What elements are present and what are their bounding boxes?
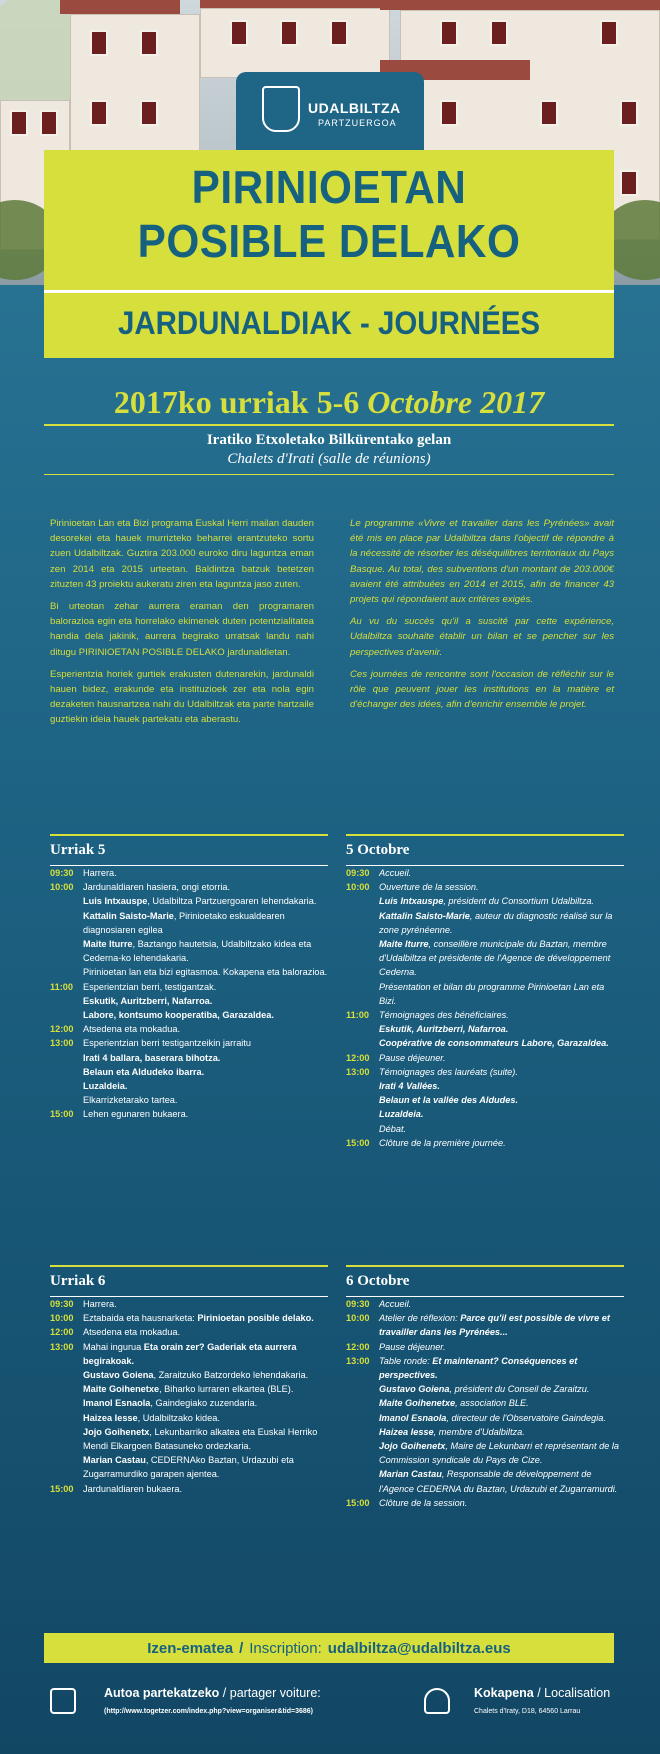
schedule-row (346, 1425, 624, 1439)
schedule-time (346, 1079, 379, 1093)
schedule-speaker: Belaun et la vallée des Aldudes. (379, 1095, 519, 1106)
schedule-text: Jardunaldiaren hasiera, ongi etorria. (83, 882, 231, 893)
schedule-speaker: Luzaldeia. (83, 1081, 128, 1092)
schedule-text: , membre d'Udalbiltza. (433, 1426, 525, 1437)
inscription-bar (44, 1633, 614, 1663)
schedule-item (379, 1079, 624, 1093)
schedule-text: Harrera. (83, 1299, 117, 1309)
schedule-item (83, 1093, 328, 1107)
schedule-topic: Eta orain zer? Gaderiak eta aurrera begirakoak. (83, 1341, 297, 1366)
schedule-row (346, 1411, 624, 1425)
schedule-time (346, 1107, 379, 1121)
schedule-day1-fr (346, 834, 624, 1150)
schedule-item (379, 1340, 624, 1354)
schedule-text: , Udalbiltza Partzuergoaren lehendakaria. (147, 896, 317, 907)
schedule-row (346, 1467, 624, 1495)
schedule-time (50, 1079, 83, 1093)
org-sub: PARTZUERGOA (318, 118, 397, 128)
schedule-text: Pirinioetan lan eta bizi egitasmoa. Kokapena eta balorazioa. (83, 967, 328, 978)
schedule-text: Table ronde: (379, 1355, 433, 1366)
schedule-row (50, 1079, 328, 1093)
schedule-text: Ouverture de la session. (379, 882, 479, 893)
carpool-link[interactable]: (http://www.togetzer.com/index.php?view=organiser&tid=3686) (104, 1708, 313, 1715)
date-eu: 2017ko urriak 5-6 (113, 384, 360, 420)
schedule-item (83, 994, 328, 1008)
schedule-item (83, 880, 328, 894)
schedule-item (379, 1036, 624, 1050)
schedule-time (346, 1425, 379, 1439)
schedule-item (379, 1093, 624, 1107)
inscription-sep: / (239, 1639, 244, 1657)
schedule-speaker: Maite Goihenetxe (379, 1398, 456, 1409)
schedule-item (379, 1354, 624, 1382)
schedule-item (379, 1136, 624, 1150)
title-line-2: POSIBLE DELAKO (137, 215, 521, 267)
title-line-1: PIRINIOETAN (191, 161, 467, 213)
schedule-item (379, 1467, 624, 1495)
schedule-text: Atsedena eta mokadua. (83, 1327, 181, 1338)
schedule-speaker: Kattalin Saisto-Marie (379, 910, 470, 921)
schedule-text: , président du Consortium Udalbiltza. (443, 896, 594, 907)
schedule-row (346, 1496, 624, 1510)
schedule-day2-eu (50, 1265, 328, 1496)
schedule-time (50, 1093, 83, 1107)
schedule-speaker: Kattalin Saisto-Marie (83, 910, 174, 921)
schedule-text: , Responsable de développement de l'Agence CEDERNA du Baztan, Urdazubi et Zugarramurdi. (379, 1469, 618, 1494)
schedule-item (83, 1425, 328, 1453)
schedule-time (50, 1382, 83, 1396)
location-map-icon (424, 1688, 450, 1714)
schedule-speaker: Maite Iturre (379, 939, 429, 950)
schedule-item (379, 1311, 624, 1339)
schedule-row (50, 1036, 328, 1050)
schedule-speaker: Marian Castau (83, 1455, 146, 1466)
schedule-text: , Udalbiltzako kidea. (137, 1412, 220, 1423)
schedule-item (83, 1079, 328, 1093)
schedule-row (346, 1136, 624, 1150)
schedule-text: , Gaindegiako zuzendaria. (150, 1398, 258, 1409)
schedule-text: , CEDERNAko Baztan, Urdazubi eta Zugarramurdiko garapen ajentea. (83, 1455, 294, 1480)
schedule-time: 15:00 (50, 1109, 74, 1120)
schedule-item (379, 880, 624, 894)
intro-paragraph: Le programme «Vivre et travailler dans les Pyrénées» avait été mis en place par Udalbiltza dans l'objectif de répondre à la nécessité de résorber les déséquilibres territoriaux du Pays Basque. Au total, des subventions d'un montant de 203.000€ avaient été attribuées en 2014 et 2015, afin de financer 43 projets qui répondaient aux critères exigés. (350, 518, 614, 606)
schedule-time (346, 1467, 379, 1495)
schedule-item (379, 1496, 624, 1510)
schedule-time (346, 1122, 379, 1136)
event-date (44, 384, 614, 421)
schedule-time (50, 1008, 83, 1022)
schedule-item (83, 980, 328, 994)
schedule-row (50, 1008, 328, 1022)
location-address: Chalets d'Iraty, D18, 64560 Larrau (474, 1708, 581, 1715)
schedule-speaker: Jojo Goihenetx (379, 1441, 446, 1452)
schedule-row (346, 937, 624, 980)
schedule-text: Accueil. (379, 868, 412, 878)
schedule-text: Eztabaida eta hausnarketa: (83, 1313, 198, 1324)
schedule-item (379, 1008, 624, 1022)
schedule-time (50, 1425, 83, 1453)
schedule-text: Pause déjeuner. (379, 1341, 446, 1352)
title-divider (44, 290, 614, 293)
venue-fr: Chalets d'Irati (salle de réunions) (227, 451, 431, 467)
schedule-row (50, 1340, 328, 1368)
schedule-time (50, 1396, 83, 1410)
schedule-speaker: Maite Iturre (83, 939, 133, 950)
schedule-row (346, 1065, 624, 1079)
schedule-time (50, 909, 83, 937)
schedule-text: , Pirinioetako eskualdearen diagnosiaren egilea (83, 910, 285, 935)
schedule-time (346, 1439, 379, 1467)
schedule-day1-eu (50, 834, 328, 1122)
schedule-time (346, 894, 379, 908)
schedule-row (346, 1051, 624, 1065)
schedule-time (50, 1453, 83, 1481)
schedule-item (83, 1396, 328, 1410)
schedule-text: Pause déjeuner. (379, 1052, 446, 1063)
schedule-time: 13:00 (346, 1066, 370, 1077)
schedule-title: Urriak 5 (50, 842, 106, 858)
schedule-item (83, 1065, 328, 1079)
schedule-row (346, 1340, 624, 1354)
schedule-item (379, 1425, 624, 1439)
schedule-time: 11:00 (50, 981, 73, 992)
schedule-text: Harrera. (83, 868, 117, 878)
schedule-time (50, 1051, 83, 1065)
schedule-text: Lehen egunaren bukaera. (83, 1109, 189, 1120)
schedule-speaker: Irati 4 ballara, baserara bihotza. (83, 1052, 221, 1063)
schedule-speaker: Labore, kontsumo kooperatiba, Garazaldea. (83, 1010, 274, 1021)
schedule-item (83, 1311, 328, 1325)
schedule-row (346, 880, 624, 894)
schedule-time: 13:00 (346, 1355, 370, 1366)
schedule-time (346, 1036, 379, 1050)
schedule-text: , Lekunbarriko alkatea eta Euskal Herriko Mendi Elkargoen Batasuneko ordezkaria. (83, 1426, 318, 1452)
schedule-time: 15:00 (346, 1137, 370, 1148)
schedule-time: 11:00 (346, 1010, 369, 1021)
schedule-text: Mahai ingurua (83, 1341, 144, 1352)
schedule-item (83, 1382, 328, 1396)
intro-paragraph: Esperientzia horiek gurtiek erakusten dutenarekin, jardunaldi hauen bidez, erakunde eta instituzioek zer eta nola egin dezaketen hausnartzea nahi du Udalbiltzak eta parte hartzaile guztiekin ideia hauek partekatu eta aberastu. (50, 668, 314, 726)
schedule-time: 10:00 (346, 882, 370, 893)
schedule-row (50, 1093, 328, 1107)
schedule-text: , association BLE. (455, 1398, 529, 1409)
schedule-time: 10:00 (50, 1313, 74, 1324)
schedule-text: Atelier de réflexion: (379, 1313, 461, 1324)
schedule-row (50, 1411, 328, 1425)
schedule-text: Clôture de la session. (379, 1497, 468, 1508)
schedule-time (346, 980, 379, 1008)
schedule-speaker: Luis Intxauspe (83, 896, 148, 907)
schedule-speaker: Imanol Esnaola (379, 1412, 447, 1423)
schedule-item (83, 1482, 328, 1496)
schedule-text: , Maire de Lekunbarri et représentant de la Commission syndicale du Pays de Cize. (379, 1441, 620, 1466)
schedule-text: Clôture de la première journée. (379, 1137, 506, 1148)
page-title (67, 160, 591, 268)
schedule-text: Atsedena eta mokadua. (83, 1024, 181, 1035)
schedule-row (50, 1382, 328, 1396)
schedule-row (50, 1368, 328, 1382)
schedule-speaker: Gustavo Goiena (379, 1384, 450, 1395)
date-divider (44, 424, 614, 426)
schedule-item (379, 980, 624, 1008)
schedule-text: Esperientzian berri testigantzeikin jarraitu (83, 1038, 252, 1049)
schedule-item (379, 1396, 624, 1410)
schedule-time (50, 1411, 83, 1425)
schedule-time: 09:30 (50, 868, 74, 878)
schedule-row (346, 894, 624, 908)
schedule-text: Jardunaldiaren bukaera. (83, 1483, 183, 1494)
inscription-email[interactable]: udalbiltza@udalbiltza.eus (327, 1639, 511, 1657)
schedule-item (83, 909, 328, 937)
schedule-time: 12:00 (50, 1024, 74, 1035)
schedule-item (379, 909, 624, 937)
schedule-item (379, 894, 624, 908)
schedule-speaker: Eskutik, Auritzberri, Nafarroa. (83, 995, 213, 1006)
schedule-row (346, 1382, 624, 1396)
schedule-row (346, 1396, 624, 1410)
schedule-row (50, 1051, 328, 1065)
schedule-item (83, 866, 328, 880)
schedule-row (346, 1311, 624, 1339)
schedule-item (379, 1107, 624, 1121)
org-name: UDALBILTZA (308, 100, 401, 116)
schedule-topic: Pirinioetan posible delako. (197, 1313, 314, 1324)
schedule-item (83, 1051, 328, 1065)
schedule-item (379, 1297, 624, 1311)
schedule-text: Accueil. (379, 1299, 412, 1309)
schedule-item (83, 1008, 328, 1022)
schedule-row (50, 937, 328, 965)
schedule-time: 13:00 (50, 1341, 74, 1352)
schedule-time (346, 1382, 379, 1396)
schedule-item (83, 1340, 328, 1368)
schedule-row (50, 894, 328, 908)
schedule-item (379, 937, 624, 980)
schedule-text: Débat. (379, 1123, 407, 1134)
schedule-time: 15:00 (346, 1497, 370, 1508)
schedule-time (346, 1093, 379, 1107)
schedule-title: 5 Octobre (346, 842, 410, 858)
location-eu: Kokapena (474, 1686, 534, 1700)
schedule-row (50, 994, 328, 1008)
schedule-time: 15:00 (50, 1483, 74, 1494)
schedule-text: Présentation et bilan du programme Pirinioetan Lan eta Bizi. (379, 981, 605, 1006)
intro-french (350, 516, 614, 719)
carpool-fr: / partager voiture: (222, 1686, 321, 1700)
schedule-row (346, 909, 624, 937)
schedule-title: Urriak 6 (50, 1273, 106, 1289)
schedule-row (50, 1396, 328, 1410)
schedule-time: 12:00 (50, 1327, 74, 1338)
schedule-title: 6 Octobre (346, 1273, 410, 1289)
schedule-time: 12:00 (346, 1341, 370, 1352)
schedule-time: 10:00 (346, 1313, 370, 1324)
schedule-time (50, 894, 83, 908)
schedule-row (346, 1008, 624, 1022)
page-subtitle: JARDUNALDIAK - JOURNÉES (117, 305, 540, 341)
schedule-rows (346, 1297, 624, 1510)
schedule-time (50, 994, 83, 1008)
schedule-text: Témoignages des lauréats (suite). (379, 1066, 518, 1077)
schedule-topic: Et maintenant? Conséquences et perspectives. (379, 1355, 578, 1381)
schedule-time (50, 937, 83, 965)
schedule-item (83, 1368, 328, 1382)
schedule-rows (50, 866, 328, 1122)
schedule-item (83, 1022, 328, 1036)
schedule-row (346, 980, 624, 1008)
date-fr: Octobre 2017 (367, 384, 545, 420)
schedule-text: , président du Conseil de Zaraitzu. (449, 1384, 590, 1395)
schedule-row (346, 1079, 624, 1093)
schedule-item (83, 1411, 328, 1425)
schedule-row (50, 965, 328, 979)
schedule-rows (50, 1297, 328, 1496)
intro-paragraph: Au vu du succès qu'il a suscité par cette expérience, Udalbiltza souhaite établir un bilan et se pencher sur les perspectives d'avenir. (350, 616, 614, 658)
schedule-row (346, 1022, 624, 1036)
schedule-row (50, 880, 328, 894)
schedule-item (83, 1453, 328, 1481)
schedule-speaker: Haizea Iesse (379, 1426, 434, 1437)
schedule-day2-fr (346, 1265, 624, 1510)
schedule-text: Elkarrizketarako tartea. (83, 1095, 178, 1106)
schedule-time (346, 1411, 379, 1425)
schedule-row (50, 1482, 328, 1496)
schedule-item (83, 965, 328, 979)
intro-paragraph: Pirinioetan Lan eta Bizi programa Euskal Herri mailan dauden desorekei eta hauek murrizteko beharrei erantzuteko sortu zuen Udalbiltzak. Guztira 203.000 euroko diru laguntza eman zen 2014 eta 2015 urteetan. Baldintza batzuk betetzen zituzten 43 proiektu aukeratu ziren eta laguntza jaso zuten. (50, 518, 314, 590)
schedule-row (50, 909, 328, 937)
schedule-row (346, 866, 624, 880)
schedule-text: , Biharko lurraren elkartea (BLE). (159, 1384, 294, 1395)
schedule-item (379, 866, 624, 880)
schedule-text: , conseillère municipale du Baztan, membre d'Udalbiltza et présidente de l'Agence de développement Cederna. (379, 939, 611, 978)
schedule-row (50, 1425, 328, 1453)
schedule-item (83, 894, 328, 908)
schedule-row (50, 980, 328, 994)
car-icon (50, 1688, 76, 1714)
schedule-speaker: Gustavo Goiena (83, 1370, 154, 1381)
carpool-label (104, 1686, 321, 1700)
schedule-time (50, 1368, 83, 1382)
schedule-time: 09:30 (346, 868, 370, 878)
schedule-time: 10:00 (50, 882, 74, 893)
schedule-row (346, 1297, 624, 1311)
schedule-item (379, 1439, 624, 1467)
location-label (474, 1686, 610, 1700)
schedule-time (346, 1022, 379, 1036)
schedule-row (50, 1325, 328, 1339)
schedule-text: Esperientzian berri, testigantzak. (83, 981, 217, 992)
schedule-row (50, 1311, 328, 1325)
schedule-time: 12:00 (346, 1052, 370, 1063)
schedule-row (346, 1439, 624, 1467)
schedule-text: , auteur du diagnostic réalisé sur la zone pyrénéenne. (379, 910, 613, 935)
location-fr: / Localisation (537, 1686, 611, 1700)
schedule-row (50, 1297, 328, 1311)
schedule-speaker: Luzaldeia. (379, 1109, 424, 1120)
schedule-time (50, 965, 83, 979)
schedule-item (379, 1122, 624, 1136)
schedule-item (83, 1325, 328, 1339)
schedule-time: 09:30 (50, 1299, 74, 1309)
schedule-time (346, 909, 379, 937)
schedule-item (83, 1036, 328, 1050)
schedule-item (379, 1022, 624, 1036)
schedule-speaker: Belaun eta Aldudeko ibarra. (83, 1066, 205, 1077)
intro-paragraph: Bi urteotan zehar aurrera eraman den programaren balorazioa egin eta horrelako ekimenek duten potentzialitatea handia dela jakinik, aurrera begirako urratsak landu nahi ditugu PIRINIOETAN POSIBLE DELAKO jardunaldietan. (50, 601, 314, 658)
schedule-speaker: Jojo Goihenetx (83, 1426, 150, 1437)
inscription-eu: Izen-ematea (147, 1639, 234, 1657)
schedule-item (83, 1107, 328, 1121)
schedule-row (50, 1453, 328, 1481)
schedule-speaker: Irati 4 Vallées. (379, 1081, 440, 1092)
schedule-time (346, 1396, 379, 1410)
schedule-row (346, 1093, 624, 1107)
schedule-item (379, 1051, 624, 1065)
schedule-row (50, 1065, 328, 1079)
schedule-text: , directeur de l'Observatoire Gaindegia. (446, 1412, 606, 1423)
schedule-speaker: Coopérative de consommateurs Labore, Garazaldea. (379, 1038, 609, 1049)
schedule-item (83, 1297, 328, 1311)
inscription-fr: Inscription: (249, 1639, 322, 1657)
schedule-text: , Zaraitzuko Batzordeko lehendakaria. (153, 1370, 309, 1381)
schedule-item (83, 937, 328, 965)
schedule-speaker: Marian Castau (379, 1469, 442, 1480)
schedule-speaker: Luis Intxauspe (379, 896, 444, 907)
venue-divider (44, 474, 614, 475)
carpool-eu: Autoa partekatzeko (104, 1686, 220, 1700)
schedule-item (379, 1411, 624, 1425)
schedule-row (346, 1122, 624, 1136)
schedule-speaker: Eskutik, Auritzberri, Nafarroa. (379, 1024, 509, 1035)
schedule-time (50, 1065, 83, 1079)
venue-eu: Iratiko Etxoletako Bilkürentako gelan (206, 432, 452, 448)
schedule-rows (346, 866, 624, 1150)
schedule-speaker: Haizea Iesse (83, 1412, 138, 1423)
schedule-row (346, 1107, 624, 1121)
schedule-text: Témoignages des bénéficiaires. (379, 1010, 509, 1021)
intro-paragraph: Ces journées de rencontre sont l'occasion de réfléchir sur le rôle que peuvent jouer les institutions en la matière et d'échanger des idées, afin d'enrichir ensemble le projet. (350, 668, 614, 711)
schedule-text: , Baztango hautetsia, Udalbiltzako kidea eta Cederna-ko lehendakaria. (83, 939, 312, 964)
schedule-row (50, 866, 328, 880)
udalbiltza-logo-icon (262, 86, 300, 132)
schedule-time (346, 937, 379, 980)
schedule-time: 09:30 (346, 1299, 370, 1309)
schedule-item (379, 1382, 624, 1396)
schedule-speaker: Imanol Esnaola (83, 1398, 151, 1409)
intro-basque (50, 516, 314, 735)
schedule-time: 13:00 (50, 1038, 74, 1049)
schedule-speaker: Maite Goihenetxe (83, 1384, 160, 1395)
schedule-item (379, 1065, 624, 1079)
schedule-row (50, 1107, 328, 1121)
schedule-row (346, 1354, 624, 1382)
schedule-row (346, 1036, 624, 1050)
schedule-row (50, 1022, 328, 1036)
schedule-topic: Parce qu'il est possible de vivre et travailler dans les Pyrénées... (379, 1313, 610, 1338)
